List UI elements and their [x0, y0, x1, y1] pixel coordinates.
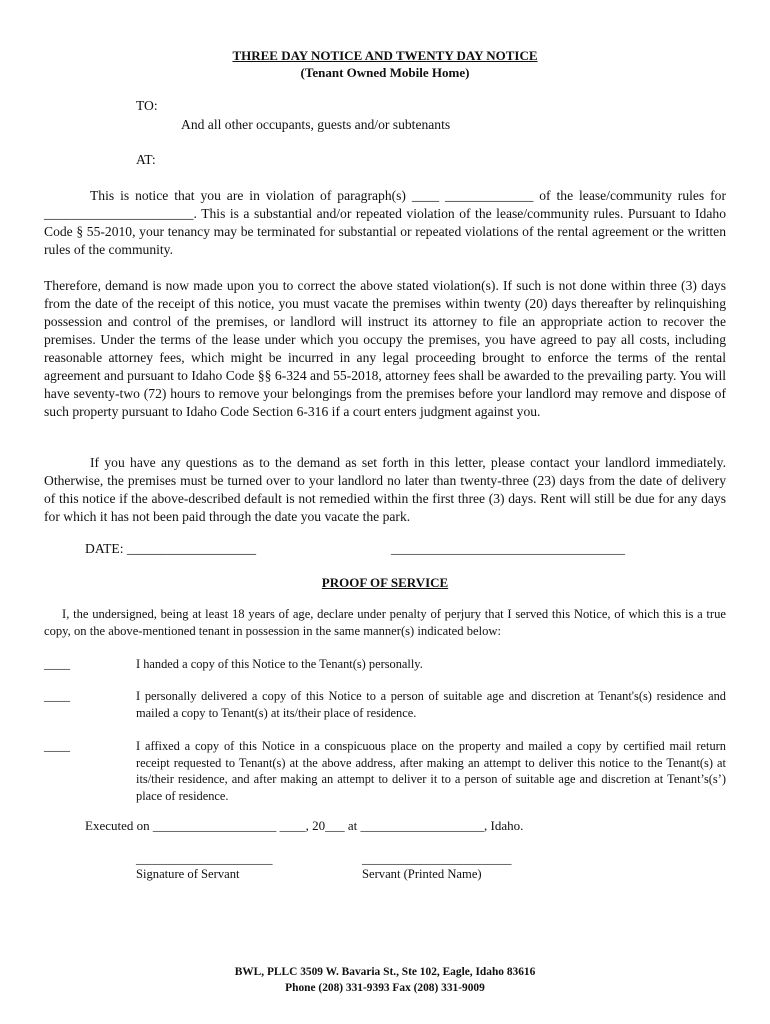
executed-line: Executed on ___________________ ____, 20___ at ___________________, Idaho.	[85, 818, 524, 833]
printed-name-line: _______________________	[362, 851, 512, 866]
footer-address: BWL, PLLC 3509 W. Bavaria St., Ste 102, Eagle, Idaho 83616	[234, 966, 536, 978]
proof-intro: I, the undersigned, being at least 18 years of age, declare under penalty of perjury that I served this Notice, of which this is a true copy, on the above-mentioned tenant in possession in the same manner(s) indicated below:	[44, 607, 726, 638]
to-label: TO:	[136, 98, 158, 113]
service-option-text: I handed a copy of this Notice to the Tenant(s) personally.	[136, 657, 423, 671]
service-option-blank: ____	[44, 738, 70, 753]
footer-phone: Phone (208) 331-9393 Fax (208) 331-9009	[285, 982, 485, 994]
document-subtitle: (Tenant Owned Mobile Home)	[300, 65, 470, 80]
violation-paragraph: This is notice that you are in violation of paragraph(s) ____ _____________ of the lease/community rules for ______________________. This is a substantial and/or repeated violation of the lease/community rules. Pursuant to Idaho Code § 55-2010, your tenancy may be terminated for substantial or repeated violations of the rental agreement or the written rules of the community.	[44, 188, 726, 257]
proof-of-service-heading: PROOF OF SERVICE	[321, 575, 449, 590]
questions-paragraph: If you have any questions as to the demand as set forth in this letter, please contact your landlord immediately. Otherwise, the premises must be turned over to your landlord no later than twenty-three (23) days from the date of delivery of this notice if the above-described default is not remedied within the first three (3) days. Rent will still be due for any days for which it has not been paid through the date you vacate the park.	[44, 455, 726, 524]
printed-name-label: Servant (Printed Name)	[362, 867, 482, 881]
demand-paragraph: Therefore, demand is now made upon you to correct the above stated violation(s). If such is not done within three (3) days from the date of the receipt of this notice, you must vacate the premises within twenty (20) days thereafter by relinquishing possession and control of the premises, or landlord will instruct its attorney to file an appropriate action to recover the premises. Under the terms of the lease under which you occupy the premises, you have agreed to pay all costs, including reasonable attorney fees, which might be incurred in any legal proceeding brought to enforce the terms of the rental agreement and pursuant to Idaho Code §§ 6-324 and 55-2018, attorney fees shall be awarded to the prevailing party. You will have seventy-two (72) hours to remove your belongings from the premises before your landlord may remove and dispose of such property pursuant to Idaho Code Section 6-316 if a court enters judgment against you.	[44, 278, 726, 419]
service-option-blank: ____	[44, 656, 70, 671]
service-option-text: I affixed a copy of this Notice in a conspicuous place on the property and mailed a copy by certified mail return receipt requested to Tenant(s) at the above address, after making an attempt to deliver this notice to the Tenant(s) at its/their residence, and after making an attempt to deliver it to a person of suitable age and discretion at Tenant’s(s’) place of residence.	[136, 739, 726, 803]
servant-signature-label: Signature of Servant	[136, 867, 240, 881]
service-option-blank: ____	[44, 688, 70, 703]
service-option-text: I personally delivered a copy of this Notice to a person of suitable age and discretion at Tenant's(s) residence and mailed a copy to Tenant(s) at its/their place of residence.	[136, 689, 726, 720]
at-label: AT:	[136, 152, 156, 167]
document-title: THREE DAY NOTICE AND TWENTY DAY NOTICE	[232, 48, 538, 63]
servant-signature-line: _____________________	[136, 851, 273, 866]
occupants-line: And all other occupants, guests and/or subtenants	[181, 117, 451, 132]
landlord-signature-line: ____________________________________	[391, 541, 625, 556]
date-line: DATE: ___________________	[85, 541, 257, 556]
